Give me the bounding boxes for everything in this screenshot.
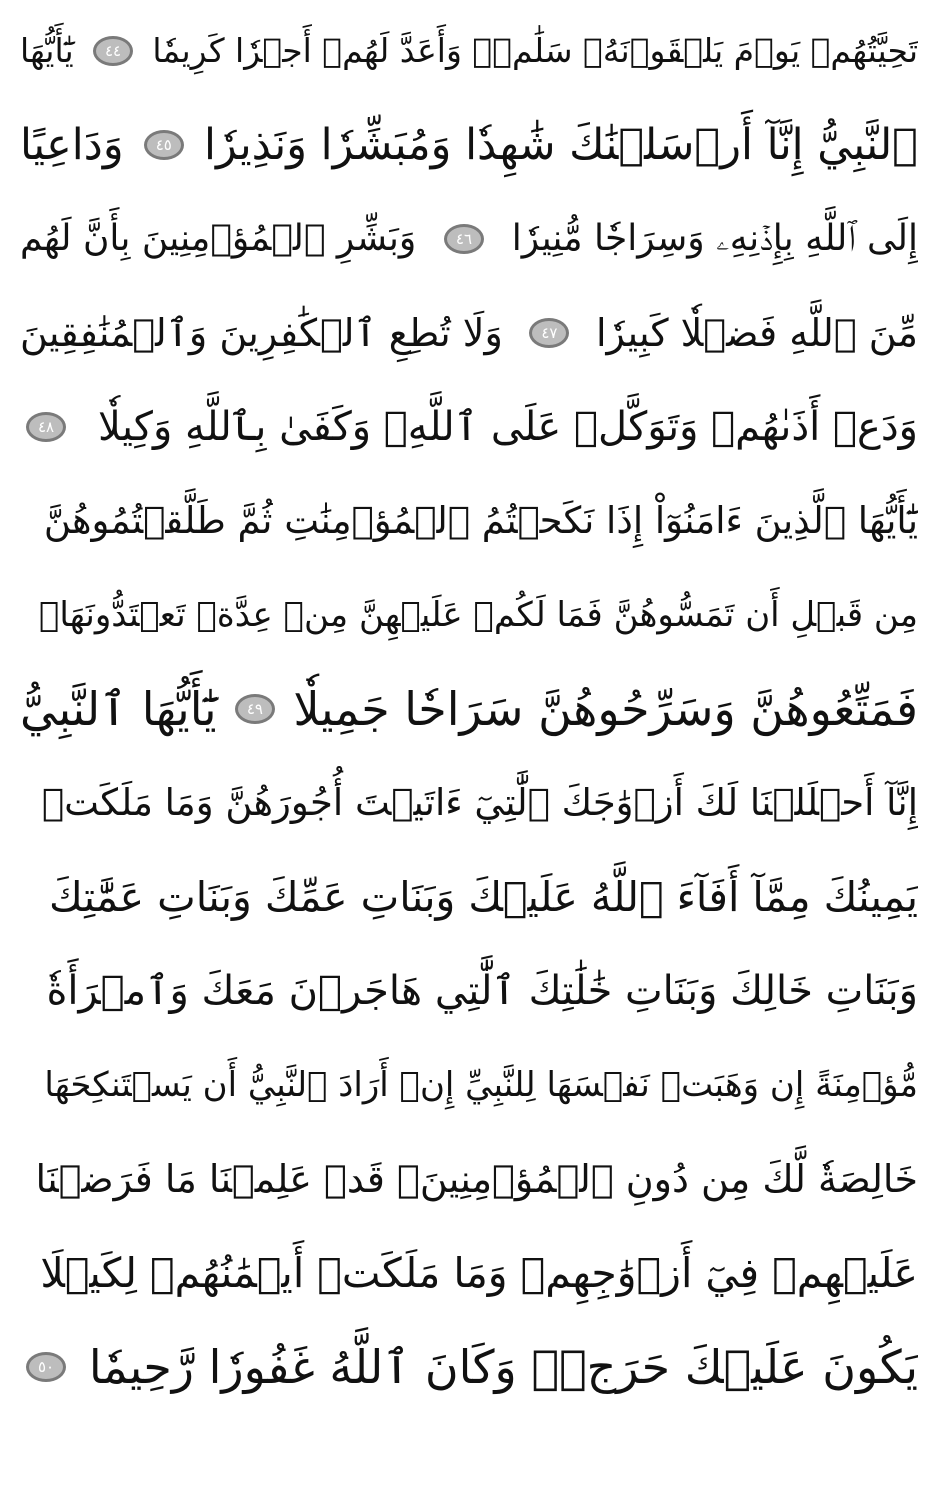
verse-text: وَبَشِّرِ ٱلۡمُؤۡمِنِينَ بِأَنَّ لَهُم (20, 218, 417, 259)
verse-line (20, 286, 918, 380)
verse-text: مُّؤۡمِنَةً إِن وَهَبَتۡ نَفۡسَهَا لِلنَّبِيِّ إِنۡ أَرَادَ ٱلنَّبِيُّ أَن يَسۡتَنكِحَهَا (44, 1065, 918, 1105)
verse-text: خَالِصَةٗ لَّكَ مِن دُونِ ٱلۡمُؤۡمِنِينَۗ قَدۡ عَلِمۡنَا مَا فَرَضۡنَا (35, 1157, 918, 1201)
verse-text: تَحِيَّتُهُمۡ يَوۡمَ يَلۡقَوۡنَهُۥ سَلَٰمٞۚ وَأَعَدَّ لَهُمۡ أَجۡرٗا كَرِيمٗا (152, 31, 918, 70)
verse-text: وَبَنَاتِ خَالِكَ وَبَنَاتِ خَٰلَٰتِكَ ٱلَّٰتِي هَاجَرۡنَ مَعَكَ وَٱمۡرَأَةٗ (46, 968, 918, 1014)
verse-lines (20, 4, 918, 1414)
verse-line (20, 944, 918, 1038)
verse-line (20, 850, 918, 944)
verse-text: يَكُونَ عَلَيۡكَ حَرَجٞۗ وَكَانَ ٱللَّهُ غَفُورٗا رَّحِيمٗا (88, 1340, 918, 1394)
verse-line (20, 662, 918, 756)
verse-line (20, 192, 918, 286)
verse-line (20, 98, 918, 192)
verse-text: وَدَاعِيًا (20, 120, 124, 170)
verse-line (20, 1038, 918, 1132)
ayah-number-marker: ٤٨ (26, 412, 66, 442)
verse-line (20, 756, 918, 850)
ayah-number-marker: ٤٦ (444, 224, 484, 254)
verse-text: وَلَا تُطِعِ ٱلۡكَٰفِرِينَ وَٱلۡمُنَٰفِقِينَ (20, 311, 503, 355)
ayah-number-marker: ٤٥ (144, 130, 184, 160)
verse-text: إِنَّآ أَحۡلَلۡنَا لَكَ أَزۡوَٰجَكَ ٱلَّٰتِيٓ ءَاتَيۡتَ أُجُورَهُنَّ وَمَا مَلَكَتۡ (41, 781, 918, 824)
verse-text: ٱلنَّبِيُّ إِنَّآ أَرۡسَلۡنَٰكَ شَٰهِدٗا وَمُبَشِّرٗا وَنَذِيرٗا (204, 120, 918, 170)
verse-line (20, 568, 918, 662)
verse-text: عَلَيۡهِمۡ فِيٓ أَزۡوَٰجِهِمۡ وَمَا مَلَكَتۡ أَيۡمَٰنُهُمۡ لِكَيۡلَا (40, 1249, 918, 1297)
verse-text: إِلَى ٱللَّهِ بِإِذۡنِهِۦ وَسِرَاجٗا مُّنِيرٗا (511, 218, 918, 259)
ayah-number-marker: ٤٧ (529, 318, 569, 348)
verse-line (20, 1226, 918, 1320)
ayah-number-marker: ٤٩ (235, 694, 275, 724)
verse-text: يَٰٓأَيُّهَا ٱلنَّبِيُّ (20, 682, 217, 736)
verse-text: يَٰٓأَيُّهَا (20, 31, 74, 70)
ayah-number-marker: ٥٠ (26, 1352, 66, 1382)
verse-text: يَٰٓأَيُّهَا ٱلَّذِينَ ءَامَنُوٓاْ إِذَا نَكَحۡتُمُ ٱلۡمُؤۡمِنَٰتِ ثُمَّ طَلَّقۡتُمُوهُنَّ (43, 499, 918, 542)
ayah-number-marker: ٤٤ (93, 36, 133, 66)
verse-text: فَمَتِّعُوهُنَّ وَسَرِّحُوهُنَّ سَرَاحٗا جَمِيلٗا (293, 682, 918, 736)
verse-text: وَدَعۡ أَذَىٰهُمۡ وَتَوَكَّلۡ عَلَى ٱللَّهِۚ وَكَفَىٰ بِٱللَّهِ وَكِيلٗا (97, 404, 918, 450)
verse-line (20, 4, 918, 98)
verse-line (20, 474, 918, 568)
verse-text: يَمِينُكَ مِمَّآ أَفَآءَ ٱللَّهُ عَلَيۡكَ وَبَنَاتِ عَمِّكَ وَبَنَاتِ عَمَّٰتِكَ (49, 873, 918, 921)
verse-text: مِّنَ ٱللَّهِ فَضۡلٗا كَبِيرٗا (596, 311, 918, 355)
verse-line (20, 380, 918, 474)
verse-line (20, 1132, 918, 1226)
verse-text: مِن قَبۡلِ أَن تَمَسُّوهُنَّ فَمَا لَكُمۡ عَلَيۡهِنَّ مِنۡ عِدَّةٖ تَعۡتَدُّونَهَاۖ (38, 595, 918, 635)
verse-line (20, 1320, 918, 1414)
